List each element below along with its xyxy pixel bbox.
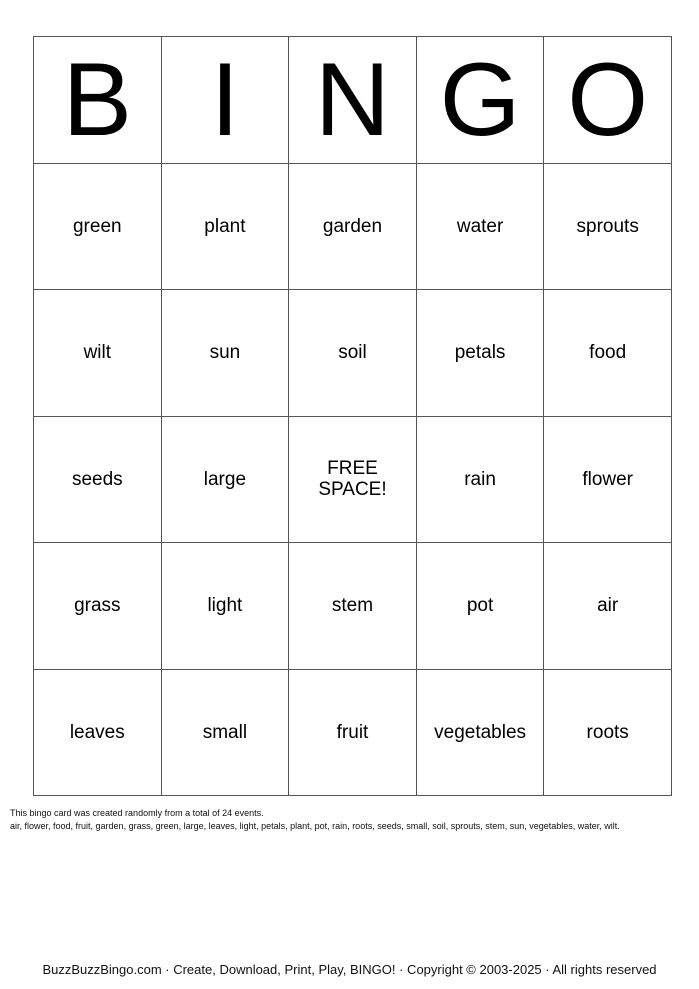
note-summary: This bingo card was created randomly from a total of 24 events. — [10, 808, 264, 818]
card-cell: water — [416, 163, 544, 290]
card-cell: soil — [289, 290, 417, 417]
card-cell: large — [161, 416, 289, 543]
card-cell: seeds — [34, 416, 162, 543]
header-letter-g: G — [416, 37, 544, 164]
card-row — [34, 543, 672, 670]
card-cell: food — [544, 290, 672, 417]
card-cell: grass — [34, 543, 162, 670]
header-row — [34, 37, 672, 164]
card-cell: flower — [544, 416, 672, 543]
card-cell: vegetables — [416, 669, 544, 796]
card-cell: plant — [161, 163, 289, 290]
card-row — [34, 290, 672, 417]
card-cell: stem — [289, 543, 417, 670]
card-cell: petals — [416, 290, 544, 417]
card-cell: roots — [544, 669, 672, 796]
card-note — [10, 807, 620, 833]
card-cell: sun — [161, 290, 289, 417]
card-cell: small — [161, 669, 289, 796]
free-space-cell — [289, 416, 417, 543]
header-letter-o: O — [544, 37, 672, 164]
card-cell: garden — [289, 163, 417, 290]
card-cell: leaves — [34, 669, 162, 796]
card-cell: wilt — [34, 290, 162, 417]
footer-text: BuzzBuzzBingo.com · Create, Download, Print, Play, BINGO! · Copyright © 2003-2025 · All rights reserved — [42, 962, 657, 977]
note-word-list: air, flower, food, fruit, garden, grass, green, large, leaves, light, petals, plant, pot, rain, roots, seeds, small, soil, sprouts, stem, sun, vegetables, water, wilt. — [10, 821, 620, 831]
bingo-card — [33, 36, 672, 796]
card-row — [34, 163, 672, 290]
card-cell: fruit — [289, 669, 417, 796]
card-row — [34, 416, 672, 543]
header-letter-n: N — [289, 37, 417, 164]
header-letter-b: B — [34, 37, 162, 164]
free-space-label: FREE SPACE! — [318, 458, 387, 501]
card-cell: green — [34, 163, 162, 290]
card-row — [34, 669, 672, 796]
card-cell: air — [544, 543, 672, 670]
card-cell: pot — [416, 543, 544, 670]
card-cell: rain — [416, 416, 544, 543]
card-cell: sprouts — [544, 163, 672, 290]
header-letter-i: I — [161, 37, 289, 164]
card-cell: light — [161, 543, 289, 670]
